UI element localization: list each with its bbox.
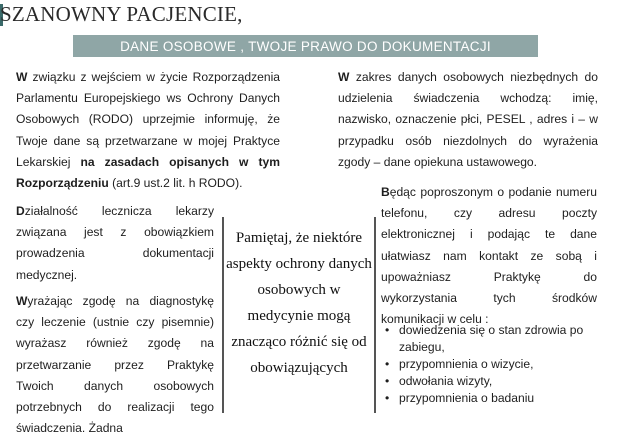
paragraph-text: związku z wejściem w życie Rozporządzenia Parlamentu Europejskiego ws Ochrony Danych Osobowych (RODO) uprzejmie informuję, że Twoje dane są przetwarzane w mojej Praktyce Lekarskiej [16,70,280,169]
paragraph-text: zakres danych osobowych niezbędnych do udzielenia świadczenia wchodzą: imię, nazwisko, oznaczenie płci, PESEL , adres i – w przypadku osób niezdolnych do wyrażenia zgody – dane opiekuna ustawowego. [338,70,598,169]
list-item: • przypomnienia o badaniu [381,390,597,407]
drop-letter: W [338,70,350,84]
page-title: SZANOWNY PACJENCIE, [0,2,243,26]
list-item: • dowiedzenia się o stan zdrowia po zabiegu, [381,322,597,356]
paragraph-rodo-intro [16,67,280,194]
drop-letter: D [16,204,25,218]
drop-letter: B [381,185,390,199]
paragraph-text: yrażając zgodę na diagnostykę czy leczenie (ustnie czy pisemnie) wyrażasz również zgodę na przetwarzanie przez Praktykę Twoich danych osobowych potrzebnych do realizacji tego świadczenia. Żadna [16,294,214,436]
paragraph-data-scope [338,67,598,173]
paragraph-contact-data [381,182,597,330]
list-item: • przypomnienia o wizycie, [381,356,597,373]
drop-letter: W [16,294,28,308]
drop-letter: W [16,70,28,84]
paragraph-text: (art.9 ust.2 lit. h RODO). [108,176,243,191]
purpose-list [381,322,597,407]
list-item: • odwołania wizyty, [381,373,597,390]
paragraph-text: ędąc poproszonym o podanie numeru telefonu, czy adresu poczty elektronicznej i podając te dane ułatwiasz nam kontakt ze sobą i upoważniasz Praktykę do wykorzystania tych środków komunikacji w celu : [381,185,597,327]
paragraph-bold-text: na zasadach opisanych w tym Rozporządzeniu [16,154,280,191]
paragraph-consent [16,291,214,439]
callout-box: Pamiętaj, że niektóre aspekty ochrony danych osobowych w medycynie mogą znacząco różnić się od obowiązujących [222,217,376,413]
paragraph-medical-activity [16,201,214,286]
section-banner: DANE OSOBOWE , TWOJE PRAWO DO DOKUMENTACJI [73,35,538,57]
paragraph-text: ziałalność lecznicza lekarzy związana jest z obowiązkiem prowadzenia dokumentacji medycznej. [16,204,214,282]
